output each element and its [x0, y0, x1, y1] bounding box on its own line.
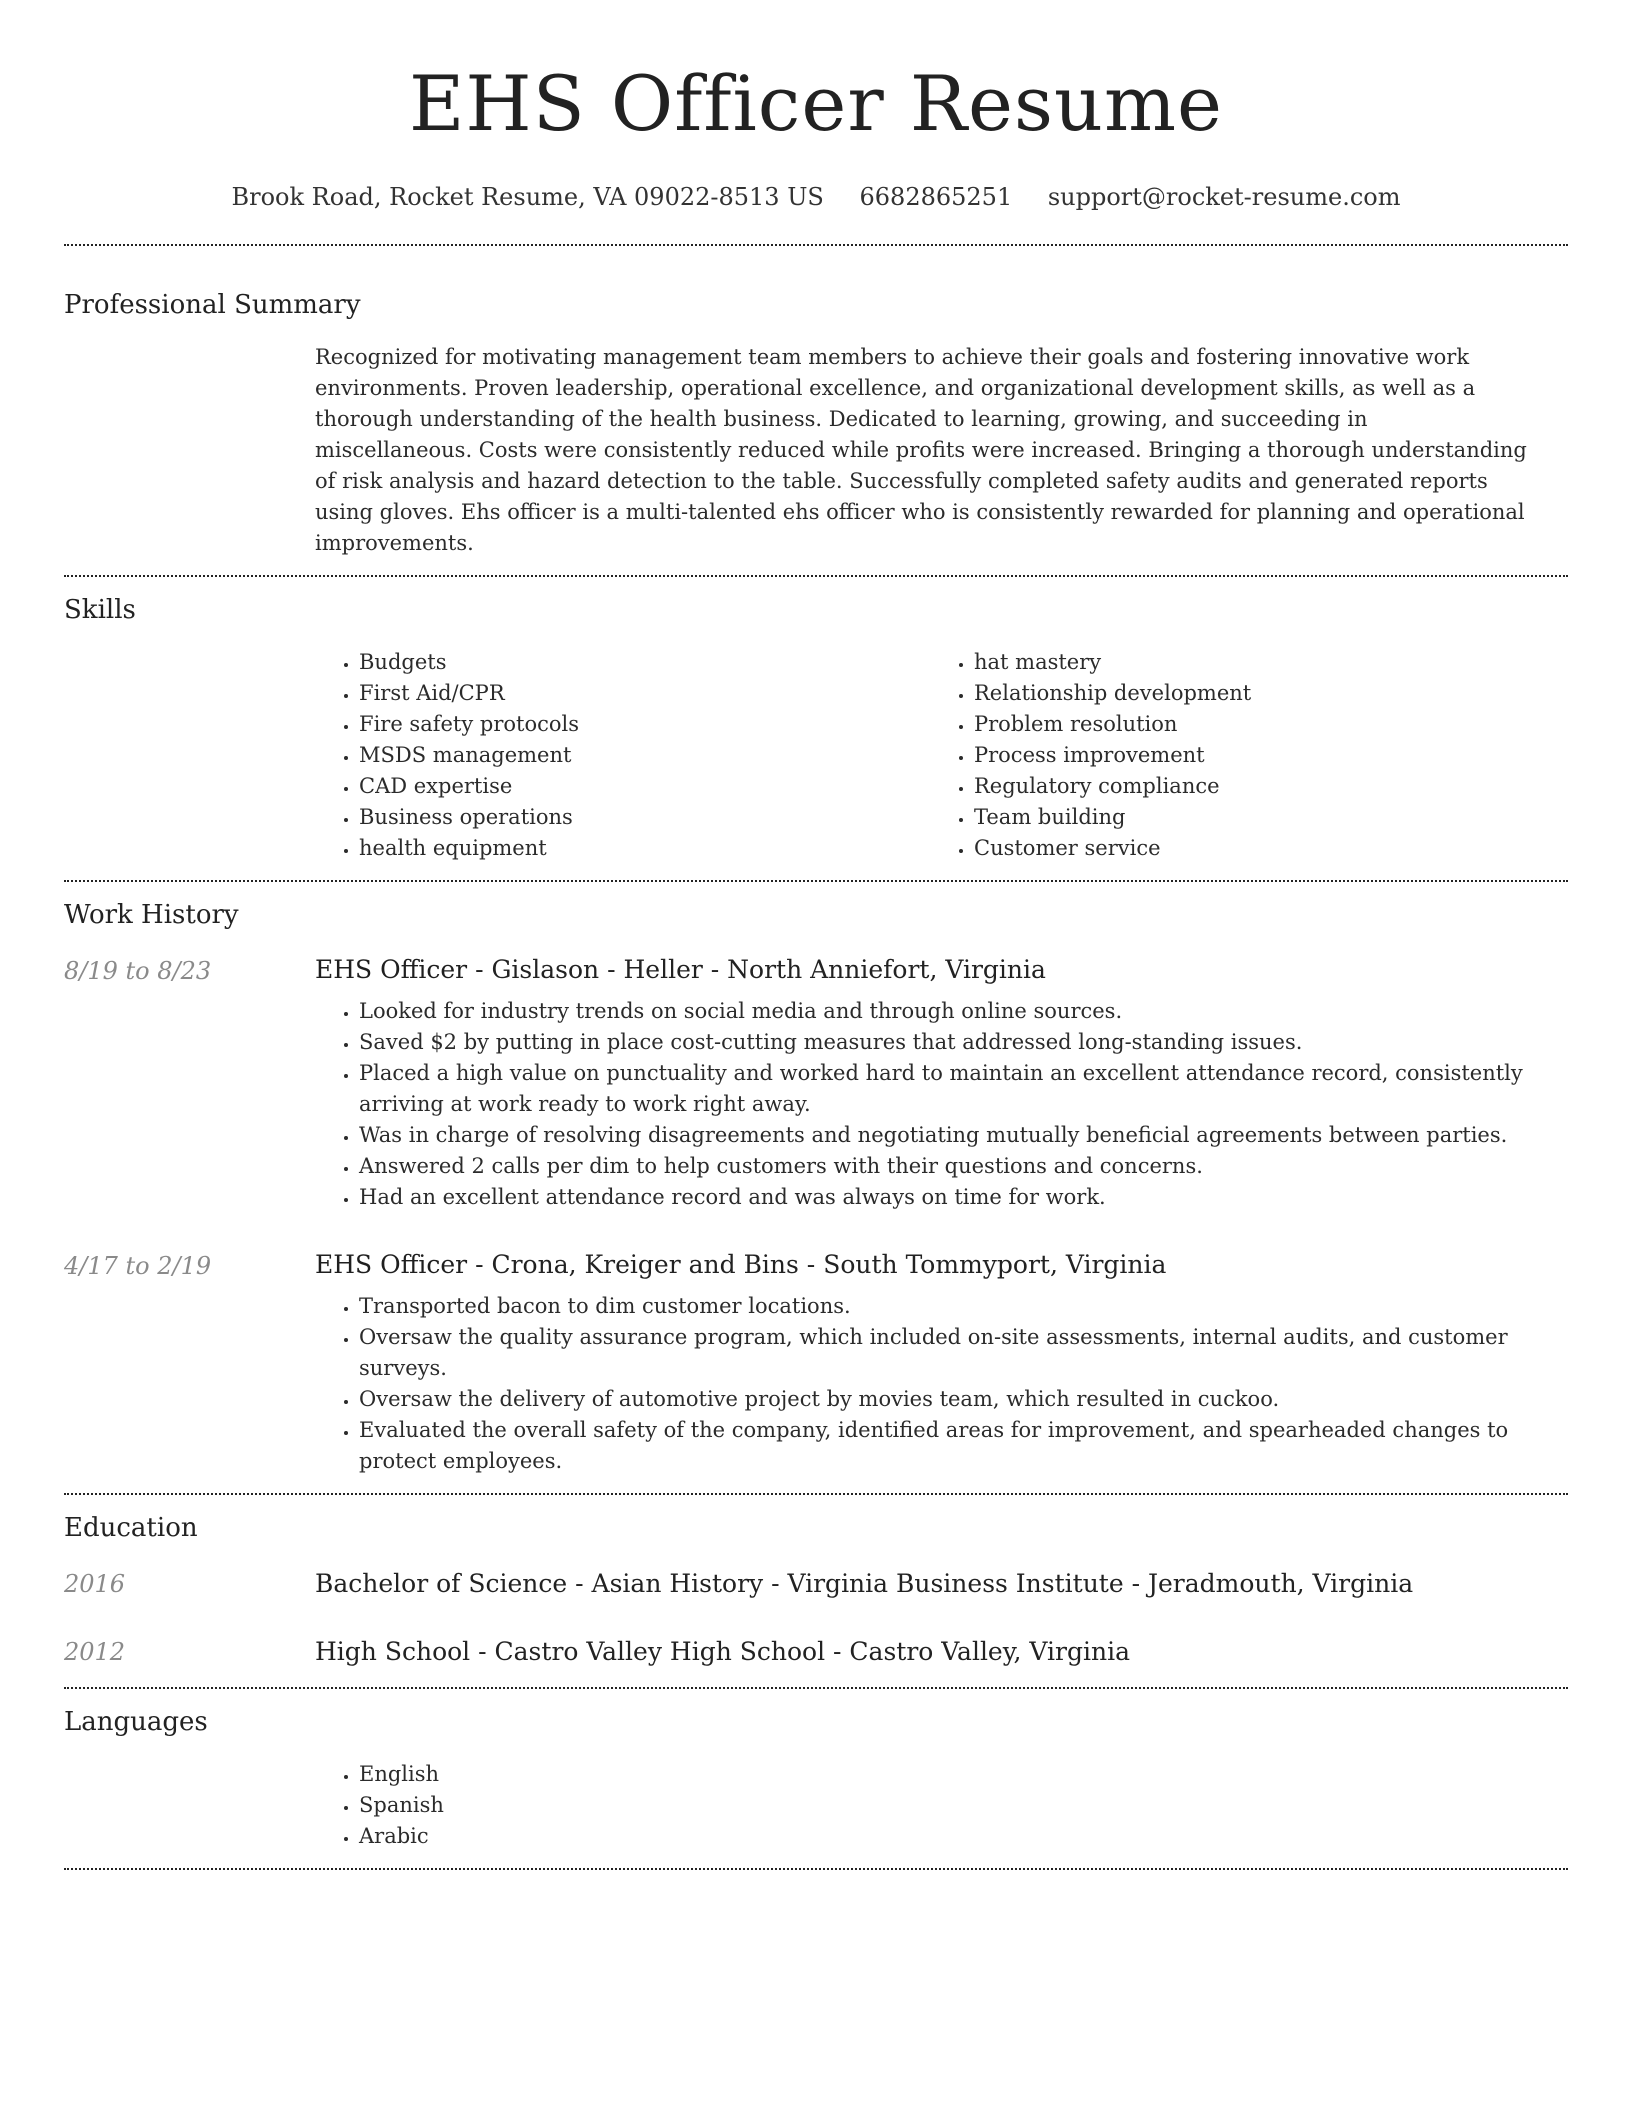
- education-title: [315, 1567, 1413, 1601]
- job-bullet: • Answered 2 calls per dim to help customers with their questions and concerns.: [359, 1151, 1548, 1182]
- languages-heading: Languages: [64, 1707, 208, 1737]
- education-section: [64, 1495, 1568, 1687]
- language-item: • Arabic: [359, 1821, 1568, 1852]
- job-bullet: • Had an excellent attendance record and was always on time for work.: [359, 1182, 1548, 1213]
- education-entry: [64, 1635, 1568, 1669]
- skills-column-left: [315, 647, 930, 864]
- education-year: 2012: [64, 1638, 126, 1666]
- education-details: - Asian History - Virginia Business Institute - Jeradmouth, Virginia: [567, 1569, 1414, 1598]
- resume-title: EHS Officer Resume: [408, 59, 1224, 148]
- job-details: - Crona, Kreiger and Bins - South Tommyport, Virginia: [467, 1250, 1167, 1279]
- resume-header: [64, 0, 1568, 214]
- skill-item: • Regulatory compliance: [974, 771, 1545, 802]
- skill-item: • Relationship development: [974, 678, 1545, 709]
- job-role: EHS Officer: [315, 1250, 468, 1279]
- education-degree: High School: [315, 1637, 471, 1666]
- summary-heading: Professional Summary: [64, 290, 361, 320]
- job-body: [315, 952, 1568, 1213]
- job-role: EHS Officer: [315, 955, 468, 984]
- job-bullet: • Was in charge of resolving disagreements and negotiating mutually beneficial agreements between parties.: [359, 1120, 1548, 1151]
- job-bullet: • Saved $2 by putting in place cost-cutting measures that addressed long-standing issues.: [359, 1027, 1548, 1058]
- work-history-heading: Work History: [64, 900, 239, 930]
- skill-item: • Fire safety protocols: [359, 709, 930, 740]
- job-bullet: • Placed a high value on punctuality and worked hard to maintain an excellent attendance record, consistently arriving at work ready to work right away.: [359, 1058, 1548, 1120]
- languages-section: [64, 1689, 1568, 1868]
- job-bullet: • Transported bacon to dim customer locations.: [359, 1291, 1548, 1322]
- skill-item: • hat mastery: [974, 647, 1545, 678]
- skills-column-right: [930, 647, 1545, 864]
- summary-section: [64, 246, 1568, 575]
- skills-grid: [315, 647, 1568, 880]
- job-title: [315, 952, 1568, 988]
- skill-item: • Process improvement: [974, 740, 1545, 771]
- education-heading: Education: [64, 1513, 198, 1543]
- job-title: [315, 1247, 1568, 1283]
- skill-item: • health equipment: [359, 833, 930, 864]
- work-history-section: [64, 882, 1568, 1493]
- job-entry: [64, 1247, 1568, 1477]
- skill-item: • Business operations: [359, 802, 930, 833]
- skill-item: • Team building: [974, 802, 1545, 833]
- contact-phone: 6682865251: [859, 183, 1013, 211]
- section-divider: [64, 1868, 1568, 1870]
- skill-item: • Customer service: [974, 833, 1545, 864]
- skill-item: • Problem resolution: [974, 709, 1545, 740]
- languages-list: [315, 1759, 1568, 1852]
- job-dates: 4/17 to 2/19: [64, 1252, 212, 1280]
- skills-section: [64, 577, 1568, 880]
- job-bullets: [315, 996, 1568, 1213]
- job-bullet: • Oversaw the delivery of automotive project by movies team, which resulted in cuckoo.: [359, 1384, 1548, 1415]
- skills-list-left: [315, 647, 930, 864]
- skills-list-right: [930, 647, 1545, 864]
- languages-list-wrap: [315, 1759, 1568, 1868]
- job-bullets: [315, 1291, 1568, 1477]
- job-entry: [64, 952, 1568, 1213]
- education-year: 2016: [64, 1570, 126, 1598]
- education-title: [315, 1635, 1130, 1669]
- contact-line: [64, 180, 1568, 214]
- job-bullet: • Looked for industry trends on social media and through online sources.: [359, 996, 1548, 1027]
- skills-heading: Skills: [64, 595, 136, 625]
- contact-email: support@rocket-resume.com: [1047, 183, 1401, 211]
- job-body: [315, 1247, 1568, 1477]
- contact-address: Brook Road, Rocket Resume, VA 09022-8513 US: [231, 183, 824, 211]
- skill-item: • CAD expertise: [359, 771, 930, 802]
- language-item: • Spanish: [359, 1790, 1568, 1821]
- job-bullet: • Oversaw the quality assurance program, which included on-site assessments, internal audits, and customer surveys.: [359, 1322, 1548, 1384]
- job-bullet: • Evaluated the overall safety of the company, identified areas for improvement, and spearheaded changes to protect employees.: [359, 1415, 1548, 1477]
- education-details: - Castro Valley High School - Castro Valley, Virginia: [470, 1637, 1130, 1666]
- skill-item: • First Aid/CPR: [359, 678, 930, 709]
- summary-text: Recognized for motivating management team members to achieve their goals and fostering innovative work environments. Proven leadership, operational excellence, and organizational development skills, as well as a thorough understanding of the health business. Dedicated to learning, growing, and succeeding in miscellaneous. Costs were consistently reduced while profits were increased. Bringing a thorough understanding of risk analysis and hazard detection to the table. Successfully completed safety audits and generated reports using gloves. Ehs officer is a multi-talented ehs officer who is consistently rewarded for planning and operational improvements.: [315, 345, 1527, 555]
- job-details: - Gislason - Heller - North Anniefort, Virginia: [467, 955, 1046, 984]
- education-degree: Bachelor of Science: [315, 1569, 568, 1598]
- skill-item: • Budgets: [359, 647, 930, 678]
- skill-item: • MSDS management: [359, 740, 930, 771]
- education-entry: [64, 1567, 1568, 1601]
- language-item: • English: [359, 1759, 1568, 1790]
- job-dates: 8/19 to 8/23: [64, 957, 212, 985]
